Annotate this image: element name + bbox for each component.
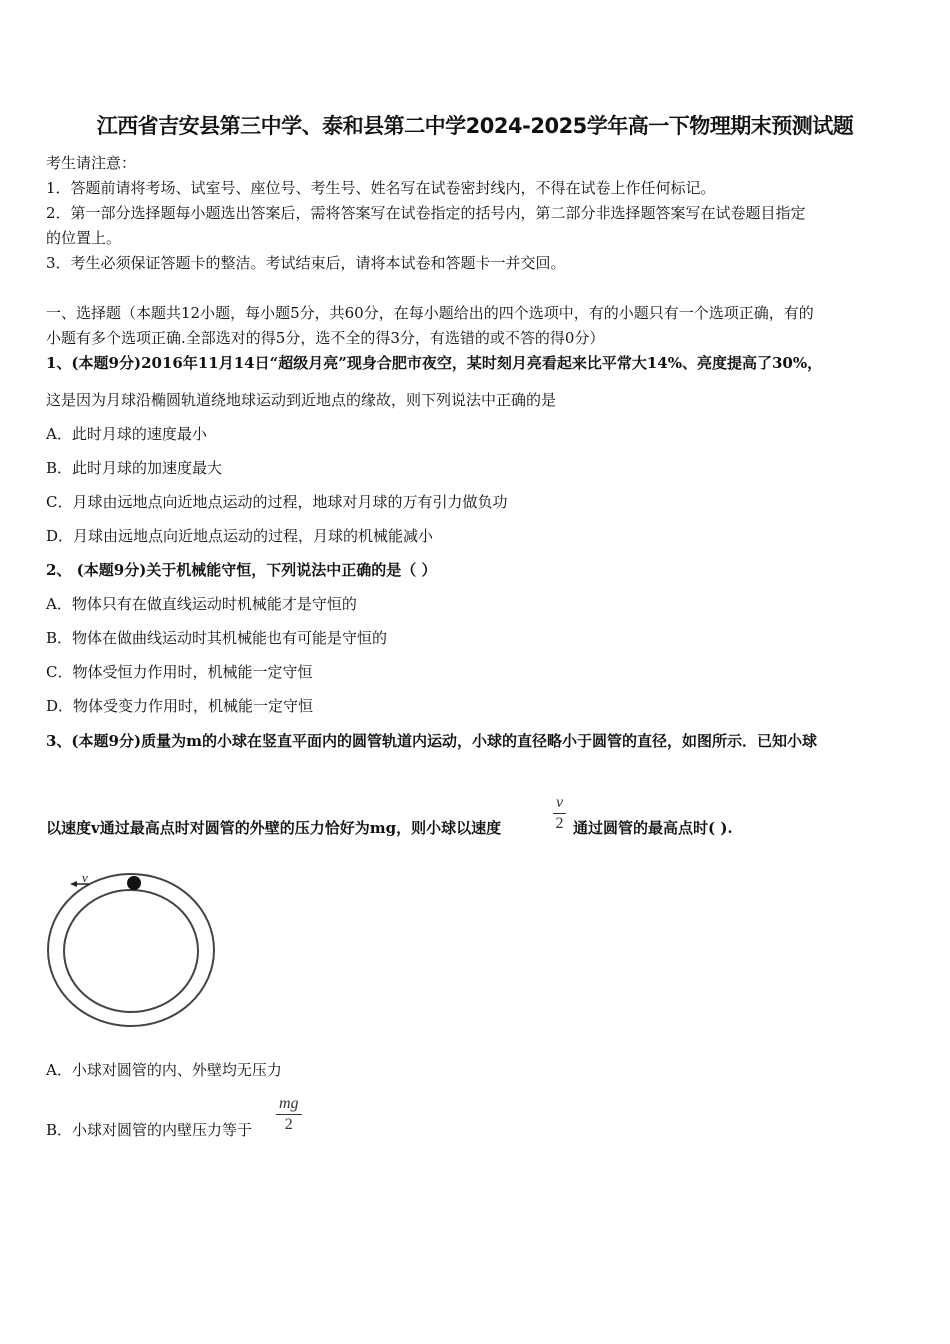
notice-heading: 考生请注意： [46, 154, 137, 172]
exam-title: 江西省吉安县第三中学、泰和县第二中学2024-2025学年高一下物理期末预测试题 [96, 114, 854, 138]
circular-tube-figure [44, 866, 219, 1031]
notice-item-2: 2．第一部分选择题每小题选出答案后，需将答案写在试卷指定的括号内，第二部分非选择题答案写在试卷题目指定 [46, 204, 806, 222]
ball [127, 876, 141, 890]
q1-stem-line1: 1、(本题9分)2016年11月14日“超级月亮”现身合肥市夜空，某时刻月亮看起来比平常大14%、亮度提高了30%， [46, 354, 823, 372]
q1-stem-line2: 这是因为月球沿椭圆轨道绕地球运动到近地点的缘故，则下列说法中正确的是 [46, 391, 557, 409]
q1-option-a: A．此时月球的速度最小 [46, 425, 207, 443]
q2-option-d: D．物体受变力作用时，机械能一定守恒 [46, 697, 314, 715]
fraction-mg-denominator: 2 [284, 1116, 293, 1133]
q1-option-d: D．月球由远地点向近地点运动的过程，月球的机械能减小 [46, 527, 434, 545]
tube-outer-wall [48, 874, 214, 1026]
velocity-label: v [82, 870, 88, 885]
notice-item-2-cont: 的位置上。 [46, 229, 122, 247]
q3-option-b: B．小球对圆管的内壁压力等于 [46, 1121, 253, 1139]
notice-item-1: 1．答题前请将考场、试室号、座位号、考生号、姓名写在试卷密封线内，不得在试卷上作任何标记。 [46, 179, 716, 197]
notice-item-3: 3．考生必须保证答题卡的整洁。考试结束后，请将本试卷和答题卡一并交回。 [46, 254, 566, 272]
circular-tube-diagram [44, 866, 219, 1031]
q1-option-c: C．月球由远地点向近地点运动的过程，地球对月球的万有引力做负功 [46, 493, 508, 511]
tube-inner-wall [64, 890, 198, 1012]
q3-stem-line2-part1: 以速度v通过最高点时对圆管的外壁的压力恰好为mg，则小球以速度 [46, 819, 502, 837]
q3-option-a: A．小球对圆管的内、外壁均无压力 [46, 1061, 282, 1079]
fraction-mg-numerator: mg [276, 1094, 302, 1115]
q2-option-b: B．物体在做曲线运动时其机械能也有可能是守恒的 [46, 629, 388, 647]
q2-option-a: A．物体只有在做直线运动时机械能才是守恒的 [46, 595, 357, 613]
q3-stem-line1: 3、(本题9分)质量为m的小球在竖直平面内的圆管轨道内运动，小球的直径略小于圆管的直径，如图所示．已知小球 [46, 732, 817, 750]
fraction-v-numerator: v [553, 793, 566, 814]
velocity-arrowhead [70, 881, 77, 887]
section-instructions-line1: 一、选择题（本题共12小题，每小题5分，共60分，在每小题给出的四个选项中，有的小题只有一个选项正确，有的 [46, 304, 814, 322]
q2-option-c: C．物体受恒力作用时，机械能一定守恒 [46, 663, 313, 681]
section-instructions-line2: 小题有多个选项正确.全部选对的得5分，选不全的得3分，有选错的或不答的得0分） [46, 329, 605, 347]
q3-stem-line2-part2: 通过圆管的最高点时( ). [573, 819, 733, 837]
q1-option-b: B．此时月球的加速度最大 [46, 459, 223, 477]
fraction-mg-over-2 [276, 1094, 302, 1135]
fraction-v-denominator: 2 [555, 815, 564, 832]
q2-stem: 2、 (本题9分)关于机械能守恒，下列说法中正确的是（ ） [46, 561, 437, 579]
fraction-v-over-2 [553, 793, 566, 834]
